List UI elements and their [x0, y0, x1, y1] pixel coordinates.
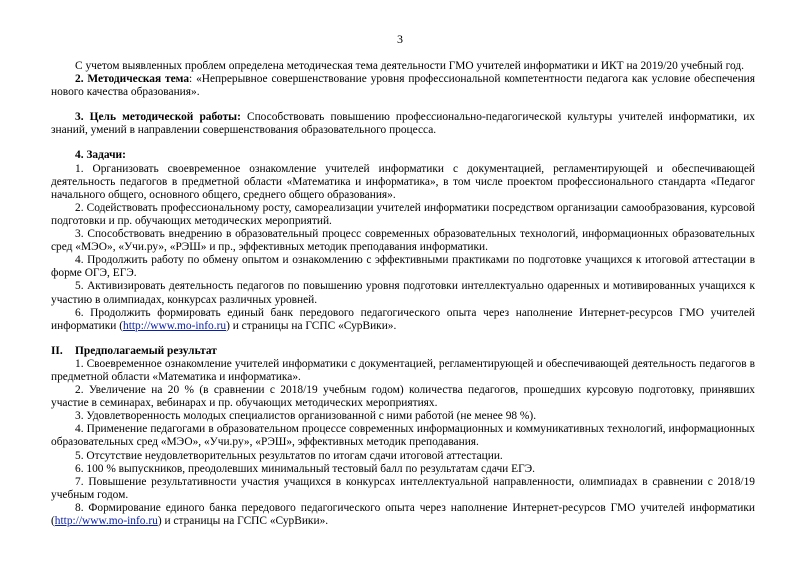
goal-paragraph	[51, 111, 755, 137]
mo-info-link[interactable]: http://www.mo-info.ru	[54, 515, 158, 527]
result-item: 7. Повышение результативности участия учащихся в конкурсах интеллектуальной направленности, олимпиадах в сравнении с 2018/19 учебным годом.	[51, 475, 755, 501]
results-heading: II. Предполагаемый результат	[51, 344, 217, 357]
intro-paragraph: С учетом выявленных проблем определена методическая тема деятельности ГМО учителей информатики и ИКТ на 2019/20 учебный год.	[75, 60, 745, 72]
task-item: 5. Активизировать деятельность педагогов по повышению уровня подготовки интеллектуально одаренных и мотивированных учащихся к участию в олимпиадах, конкурсах различных уровней.	[51, 280, 755, 306]
document-body	[51, 60, 755, 528]
goal-label: 3. Цель методической работы:	[75, 111, 241, 124]
mo-info-link[interactable]: http://www.mo-info.ru	[123, 319, 227, 332]
result-item: 3. Удовлетворенность молодых специалистов организованной с ними работой (не менее 98 %).	[75, 410, 537, 423]
result-item: 5. Отсутствие неудовлетворительных результатов по итогам сдачи итоговой аттестации.	[75, 449, 503, 462]
result-item: 8. Формирование единого банка передового педагогического опыта через наполнение Интернет-ресурсов ГМО учителей информатики (http://www.mo-info.ru) и страницы на ГСПС «СурВики».	[51, 501, 755, 527]
task-item: 4. Продолжить работу по обмену опытом и ознакомлению с эффективными практиками по подготовке учащихся к итоговой аттестации в форме ОГЭ, ЕГЭ.	[51, 254, 755, 280]
task-item: 1. Организовать своевременное ознакомление учителей информатики с документацией, регламентирующей и обеспечивающей деятельность педагогов в предметной области «Математика и информатика», в том числе проектом профессионального стандарта «Педагог начального общего, основного общего, среднего общего образования».	[51, 162, 755, 201]
page-number: 3	[397, 32, 403, 46]
task-item: 3. Способствовать внедрению в образовательный процесс современных образовательных технологий, информационных образовательных сред «МЭО», «Учи.ру», «РЭШ» и пр., эффективных методик преподавания информатики.	[51, 228, 755, 254]
theme-label: 2. Методическая тема	[75, 73, 190, 86]
tasks-heading: 4. Задачи:	[75, 149, 126, 162]
goal-text: Способствовать повышению профессионально-педагогической культуры учителей информатики, их знаний, умений в направлении совершенствования образовательного процесса.	[51, 111, 755, 137]
task-item: 2. Содействовать профессиональному росту, самореализации учителей информатики посредством организации самообразования, курсовой подготовки и пр. обучающих методических мероприятий.	[51, 201, 755, 227]
task-item: 6. Продолжить формировать единый банк передового педагогического опыта через наполнение Интернет-ресурсов ГМО учителей информатики (http://www.mo-info.ru) и страницы на ГСПС «СурВики».	[51, 306, 755, 332]
result-item: 4. Применение педагогами в образовательном процессе современных информационных и коммуникативных технологий, информационных образовательных сред «МЭО», «Учи.ру», «РЭШ», эффективных методик преподавания.	[51, 423, 755, 449]
result-item: 1. Своевременное ознакомление учителей информатики с документацией, регламентирующей и обеспечивающей деятельность педагогов в предметной области «Математика и информатика».	[51, 357, 755, 383]
theme-text: «Непрерывное совершенствование уровня профессиональной компетентности педагога как условие обеспечения нового качества образования».	[51, 73, 755, 99]
result-item: 6. 100 % выпускников, преодолевших минимальный тестовый балл по результатам сдачи ЕГЭ.	[75, 462, 536, 475]
result-item: 2. Увеличение на 20 % (в сравнении с 2018/19 учебным годом) количества педагогов, прошедших курсовую подготовку, принявших участие в семинарах, вебинарах и пр. обучающих методических мероприятиях.	[51, 384, 755, 410]
methodical-theme-paragraph: 2. Методическая тема: «Непрерывное совершенствование уровня профессиональной компетентности педагога как условие обеспечения нового качества образования».	[51, 73, 755, 99]
